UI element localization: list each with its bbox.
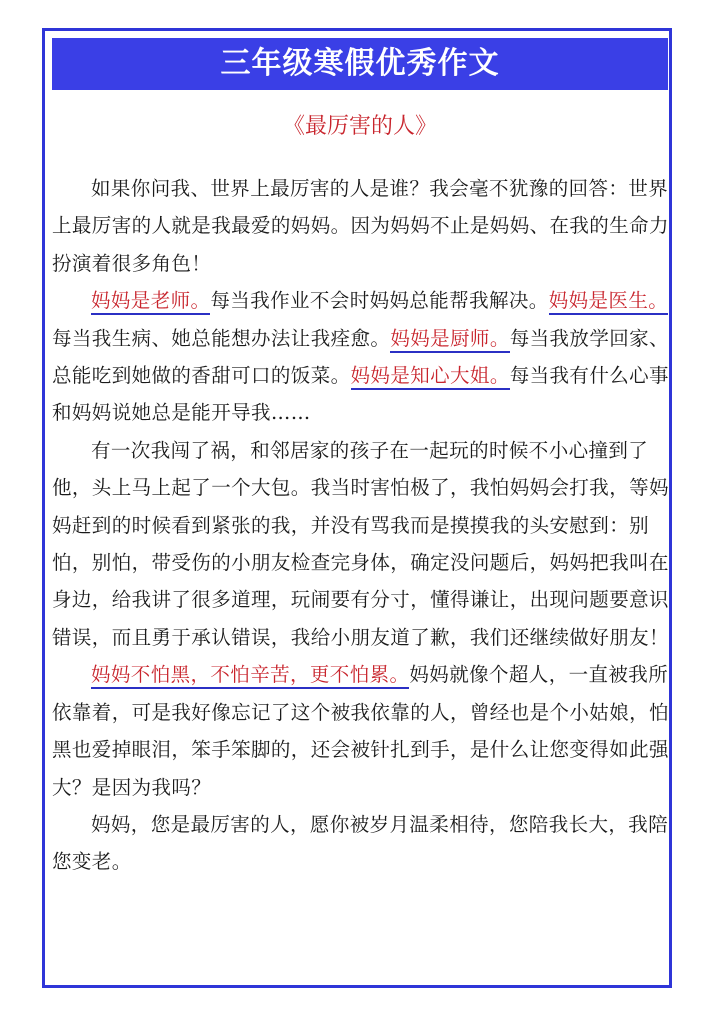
highlight-chef: 妈妈是厨师。 — [390, 327, 509, 353]
paragraph-3: 有一次我闯了祸，和邻居家的孩子在一起玩的时候不小心撞到了他，头上马上起了一个大包。我当时害怕极了，我怕妈妈会打我，等妈妈赶到的时候看到紧张的我，并没有骂我而是摸摸我的头安慰到：别怕，别怕，带受伤的小朋友检查完身体，确定没问题后，妈妈把我叫在身边，给我讲了很多道理，玩闹要有分寸，懂得谦让，出现问题要意识错误，而且勇于承认错误，我给小朋友道了歉，我们还继续做好朋友！ — [52, 438, 669, 649]
paragraph-1: 如果你问我、世界上最厉害的人是谁？我会毫不犹豫的回答：世界上最厉害的人就是我最爱的妈妈。因为妈妈不止是妈妈、在我的生命力扮演着很多角色！ — [52, 177, 669, 275]
text-chef: 每当我放学回家、总能吃到她做的香甜可口的饭菜。 — [52, 326, 669, 388]
text-teacher: 每当我作业不会时妈妈总能帮我解决。 — [210, 289, 549, 313]
essay-body — [52, 170, 672, 881]
highlight-confidante: 妈妈是知心大姐。 — [351, 364, 510, 390]
paragraph-5: 妈妈，您是最厉害的人，愿你被岁月温柔相待，您陪我长大，我陪您变老。 — [52, 812, 669, 874]
paragraph-2 — [52, 282, 672, 432]
highlight-not-afraid: 妈妈不怕黑，不怕辛苦，更不怕累。 — [91, 663, 409, 689]
paragraph-4 — [52, 656, 672, 806]
highlight-doctor: 妈妈是医生。 — [549, 289, 668, 315]
highlight-teacher: 妈妈是老师。 — [91, 289, 210, 315]
text-doctor: 每当我生病、她总能想办法让我痊愈。 — [52, 326, 391, 350]
essay-title: 《最厉害的人》 — [282, 114, 437, 139]
banner-title: 三年级寒假优秀作文 — [52, 38, 668, 90]
text-superman: 妈妈就像个超人，一直被我所依靠着，可是我好像忘记了这个被我依靠的人，曾经也是个小姑娘，怕黑也爱掉眼泪，笨手笨脚的，还会被针扎到手，是什么让您变得如此强大？是因为我吗？ — [52, 663, 669, 799]
text-confidante: 每当我有什么心事和妈妈说她总是能开导我…… — [52, 364, 669, 425]
